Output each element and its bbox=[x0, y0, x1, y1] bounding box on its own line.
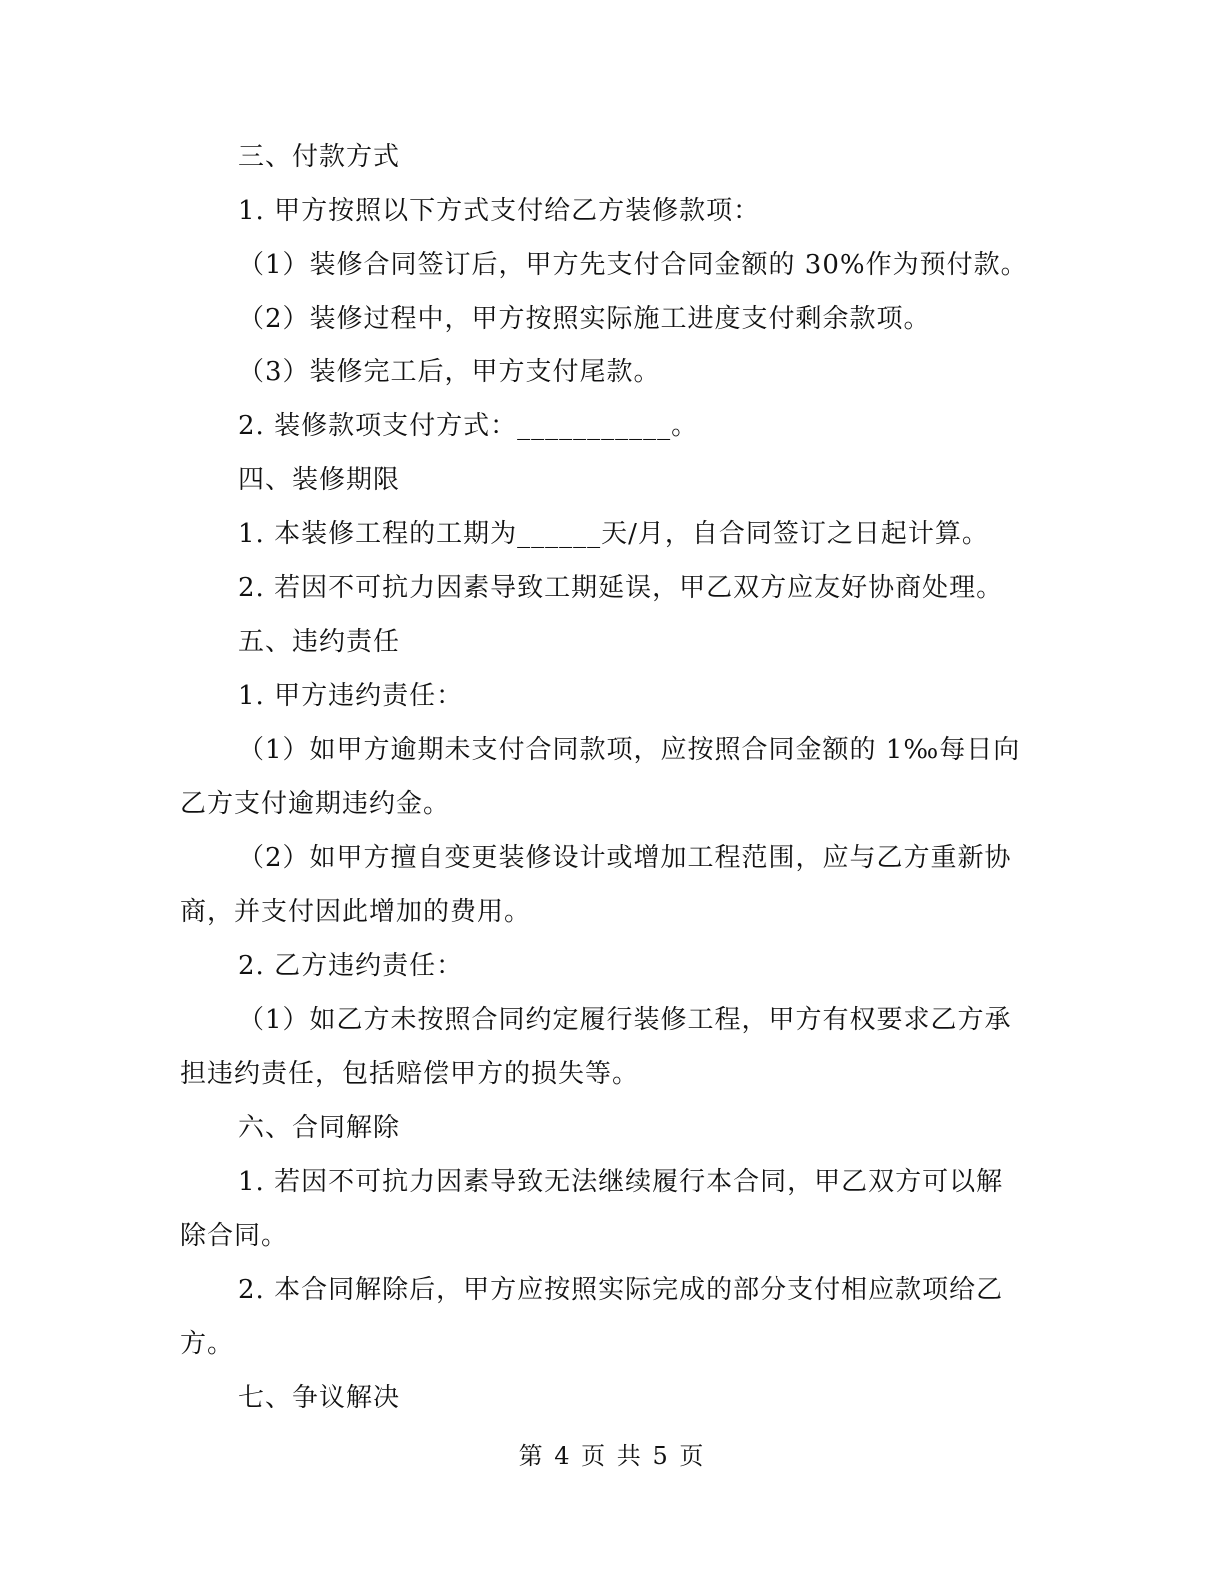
section-heading-breach: 五、违约责任 bbox=[238, 627, 401, 657]
paragraph-line: 1. 甲方按照以下方式支付给乙方装修款项： bbox=[238, 196, 761, 226]
paragraph-line: 2. 本合同解除后，甲方应按照实际完成的部分支付相应款项给乙 bbox=[238, 1275, 1004, 1305]
section-heading-dispute: 七、争议解决 bbox=[238, 1383, 401, 1413]
paragraph-line: 方。 bbox=[180, 1329, 235, 1359]
section-heading-period: 四、装修期限 bbox=[238, 465, 401, 495]
paragraph-line: 2. 装修款项支付方式：___________。 bbox=[238, 411, 699, 441]
paragraph-line: （2）如甲方擅自变更装修设计或增加工程范围，应与乙方重新协 bbox=[238, 843, 1012, 873]
paragraph-line: 商，并支付因此增加的费用。 bbox=[180, 897, 532, 927]
paragraph-line: 除合同。 bbox=[180, 1221, 289, 1251]
section-heading-payment: 三、付款方式 bbox=[238, 142, 401, 172]
paragraph-line: （1）如乙方未按照合同约定履行装修工程，甲方有权要求乙方承 bbox=[238, 1005, 1012, 1035]
paragraph-line: 担违约责任，包括赔偿甲方的损失等。 bbox=[180, 1059, 640, 1089]
paragraph-line: （2）装修过程中，甲方按照实际施工进度支付剩余款项。 bbox=[238, 304, 931, 334]
paragraph-line: （1）如甲方逾期未支付合同款项，应按照合同金额的 1‰每日向 bbox=[238, 735, 1021, 765]
section-heading-termination: 六、合同解除 bbox=[238, 1113, 401, 1143]
paragraph-line: 1. 甲方违约责任： bbox=[238, 681, 464, 711]
paragraph-line: 2. 乙方违约责任： bbox=[238, 951, 464, 981]
paragraph-line: 1. 若因不可抗力因素导致无法继续履行本合同，甲乙双方可以解 bbox=[238, 1167, 1004, 1197]
paragraph-line: （3）装修完工后，甲方支付尾款。 bbox=[238, 357, 661, 387]
page-number-footer: 第 4 页 共 5 页 bbox=[518, 1442, 706, 1470]
paragraph-line: 乙方支付逾期违约金。 bbox=[180, 789, 451, 819]
paragraph-line: 1. 本装修工程的工期为______天/月，自合同签订之日起计算。 bbox=[238, 519, 989, 549]
paragraph-line: 2. 若因不可抗力因素导致工期延误，甲乙双方应友好协商处理。 bbox=[238, 573, 1004, 603]
paragraph-line: （1）装修合同签订后，甲方先支付合同金额的 30%作为预付款。 bbox=[238, 250, 1028, 280]
